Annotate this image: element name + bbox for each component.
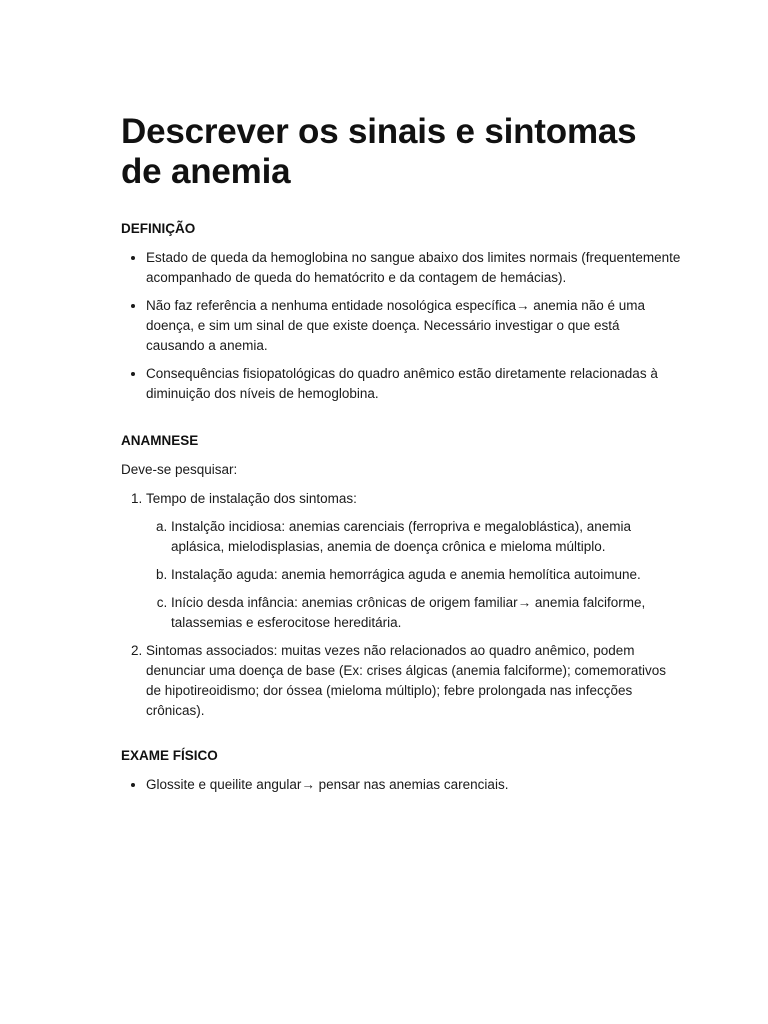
section-heading-exame-fisico: EXAME FÍSICO xyxy=(121,748,218,763)
list-item: • Não faz referência a nenhuma entidade nosológica específica→ anemia não é uma doença, e sim um sinal de que existe doença. Necessário investigar o que está causando a anemia. xyxy=(146,296,681,356)
section-heading-definicao: DEFINIÇÃO xyxy=(121,221,196,236)
sublist-item: c. Início desda infância: anemias crônicas de origem familiar→ anemia falciforme, talassemias e esferocitose hereditária. xyxy=(171,593,681,633)
anamnese-sublist xyxy=(146,517,681,633)
anamnese-intro: Deve-se pesquisar: xyxy=(121,462,238,477)
list-item: 2. Sintomas associados: muitas vezes não relacionados ao quadro anêmico, podem denunciar uma doença de base (Ex: crises álgicas (anemia falciforme); comemorativos de hipotireoidismo; dor óssea (mieloma múltiplo); febre prolongada nas infecções crônicas). xyxy=(146,641,681,721)
section-exame-fisico xyxy=(121,747,681,795)
anamnese-list xyxy=(121,489,681,721)
list-item: • Glossite e queilite angular→ pensar nas anemias carenciais. xyxy=(146,775,681,795)
sublist-item: a. Instalção incidiosa: anemias carenciais (ferropriva e megaloblástica), anemia aplásica, mielodisplasias, anemia de doença crônica e mieloma múltiplo. xyxy=(171,517,681,557)
list-item xyxy=(146,489,681,633)
section-anamnese xyxy=(121,432,681,721)
page-title: Descrever os sinais e sintomas de anemia xyxy=(121,112,637,191)
list-item: • Consequências fisiopatológicas do quadro anêmico estão diretamente relacionadas à diminuição dos níveis de hemoglobina. xyxy=(146,364,681,404)
definicao-list xyxy=(121,248,681,404)
list-item-text: Tempo de instalação dos sintomas: xyxy=(146,491,357,506)
exame-fisico-list xyxy=(121,775,681,795)
list-item: • Estado de queda da hemoglobina no sangue abaixo dos limites normais (frequentemente acompanhado de queda do hematócrito e da contagem de hemácias). xyxy=(146,248,681,288)
section-heading-anamnese: ANAMNESE xyxy=(121,433,199,448)
document-page xyxy=(121,112,681,821)
section-definicao xyxy=(121,220,681,404)
sublist-item: b. Instalação aguda: anemia hemorrágica aguda e anemia hemolítica autoimune. xyxy=(171,565,681,585)
